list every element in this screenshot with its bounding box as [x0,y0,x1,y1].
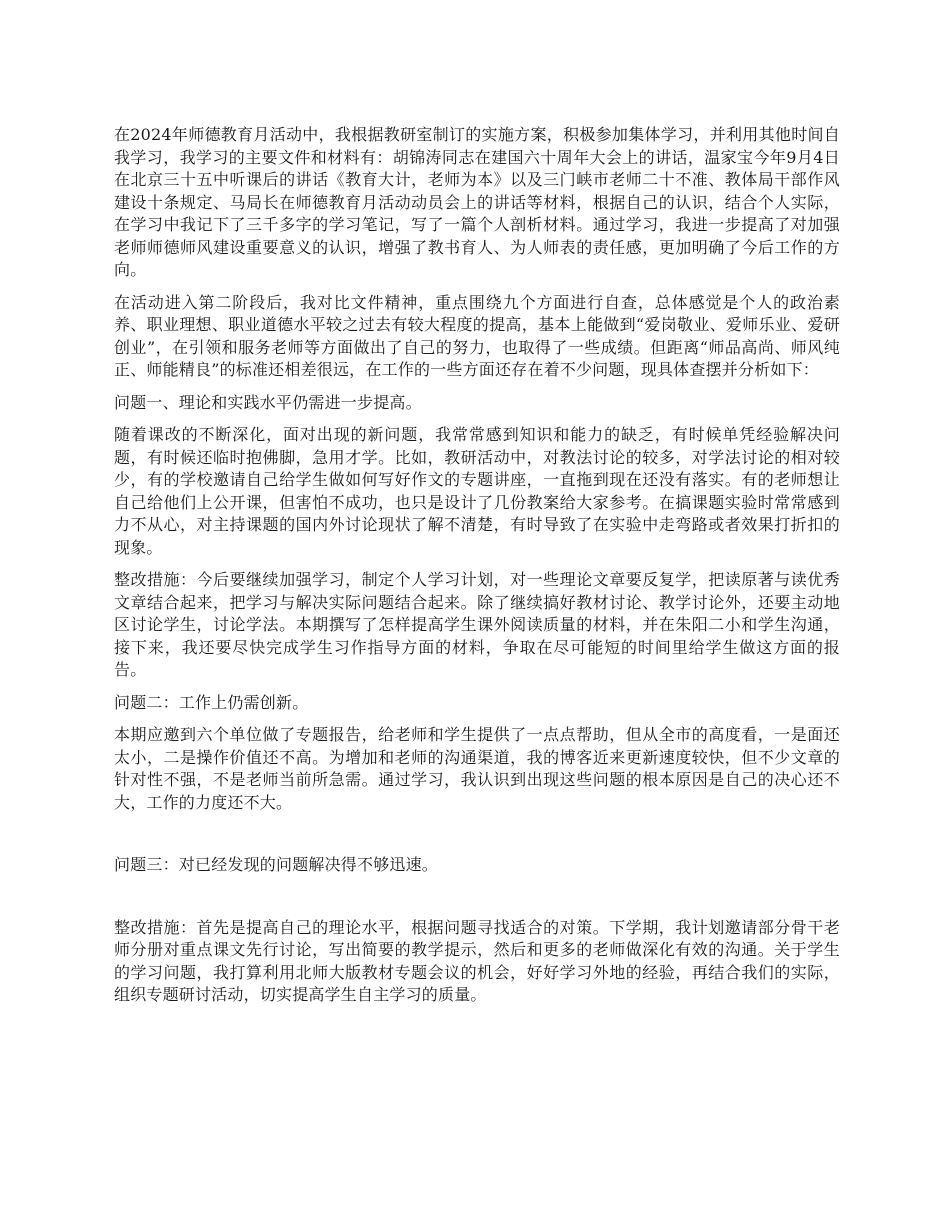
blank-gap [114,824,840,854]
paragraph-rectification-1: 整改措施：今后要继续加强学习，制定个人学习计划，对一些理论文章要反复学，把读原著与读优秀文章结合起来，把学习与解决实际问题结合起来。除了继续搞好教材讨论、教学讨论外，还要主动地区讨论学生，讨论学法。本期撰写了怎样提高学生课外阅读质量的材料，并在朱阳二小和学生沟通，接下来，我还要尽快完成学生习作指导方面的材料，争取在尽可能短的时间里给学生做这方面的报告。 [114,570,840,679]
heading-problem-3: 问题三：对已经发现的问题解决得不够迅速。 [114,855,439,874]
document-body [114,124,840,1017]
paragraph-rectification-3: 整改措施：首先是提高自己的理论水平，根据问题寻找适合的对策。下学期，我计划邀请部分骨干老师分册对重点课文先行讨论，写出简要的教学提示，然后和更多的老师做深化有效的沟通。关于学生的学习问题，我打算利用北师大版教材专题会议的机会，好好学习外地的经验，再结合我们的实际，组织专题研讨活动，切实提高学生自主学习的质量。 [114,917,840,1004]
heading-problem-1: 问题一、理论和实践水平仍需进一步提高。 [114,392,422,412]
paragraph-problem-2-detail: 本期应邀到六个单位做了专题报告，给老师和学生提供了一点点帮助，但从全市的高度看，一是面还太小，二是操作价值还不高。为增加和老师的沟通渠道，我的博客近来更新速度较快，但不少文章的针对性不强，不是老师当前所急需。通过学习，我认识到出现这些问题的根本原因是自己的决心还不大，工作的力度还不大。 [114,725,840,812]
paragraph-problem-1-detail: 随着课改的不断深化，面对出现的新问题，我常常感到知识和能力的缺乏，有时候单凭经验解决问题，有时候还临时抱佛脚，急用才学。比如，教研活动中，对教法讨论的较多，对学法讨论的相对较少，有的学校邀请自己给学生做如何写好作文的专题讲座，一直拖到现在还没有落实。有的老师想让自己给他们上公开课，但害怕不成功，也只是设计了几份教案给大家参考。在搞课题实验时常常感到力不从心，对主持课题的国内外讨论现状了解不清楚，有时导致了在实验中走弯路或者效果打折扣的现象。 [114,425,840,557]
blank-gap [114,887,840,917]
paragraph-self-check: 在活动进入第二阶段后，我对比文件精神，重点围绕九个方面进行自查，总体感觉是个人的政治素养、职业理想、职业道德水平较之过去有较大程度的提高，基本上能做到“爱岗敬业、爱师乐业、爱研创业”，在引领和服务老师等方面做出了自己的努力，也取得了一些成绩。但距离“师品高尚、师风纯正、师能精良”的标准还相差很远，在工作的一些方面还存在着不少问题，现具体查摆并分析如下： [114,292,840,379]
paragraph-intro: 在2024年师德教育月活动中，我根据教研室制订的实施方案，积极参加集体学习，并利用其他时间自我学习，我学习的主要文件和材料有：胡锦涛同志在建国六十周年大会上的讲话，温家宝今年9月4日在北京三十五中听课后的讲话《教育大计，老师为本》以及三门峡市老师二十不准、教体局干部作风建设十条规定、马局长在师德教育月活动动员会上的讲话等材料，根据自己的认识，结合个人实际，在学习中我记下了三千多字的学习笔记，写了一篇个人剖析材料。通过学习，我进一步提高了对加强老师师德师风建设重要意义的认识，增强了教书育人、为人师表的责任感，更加明确了今后工作的方向。 [114,125,840,279]
heading-problem-2: 问题二：工作上仍需创新。 [114,692,309,712]
